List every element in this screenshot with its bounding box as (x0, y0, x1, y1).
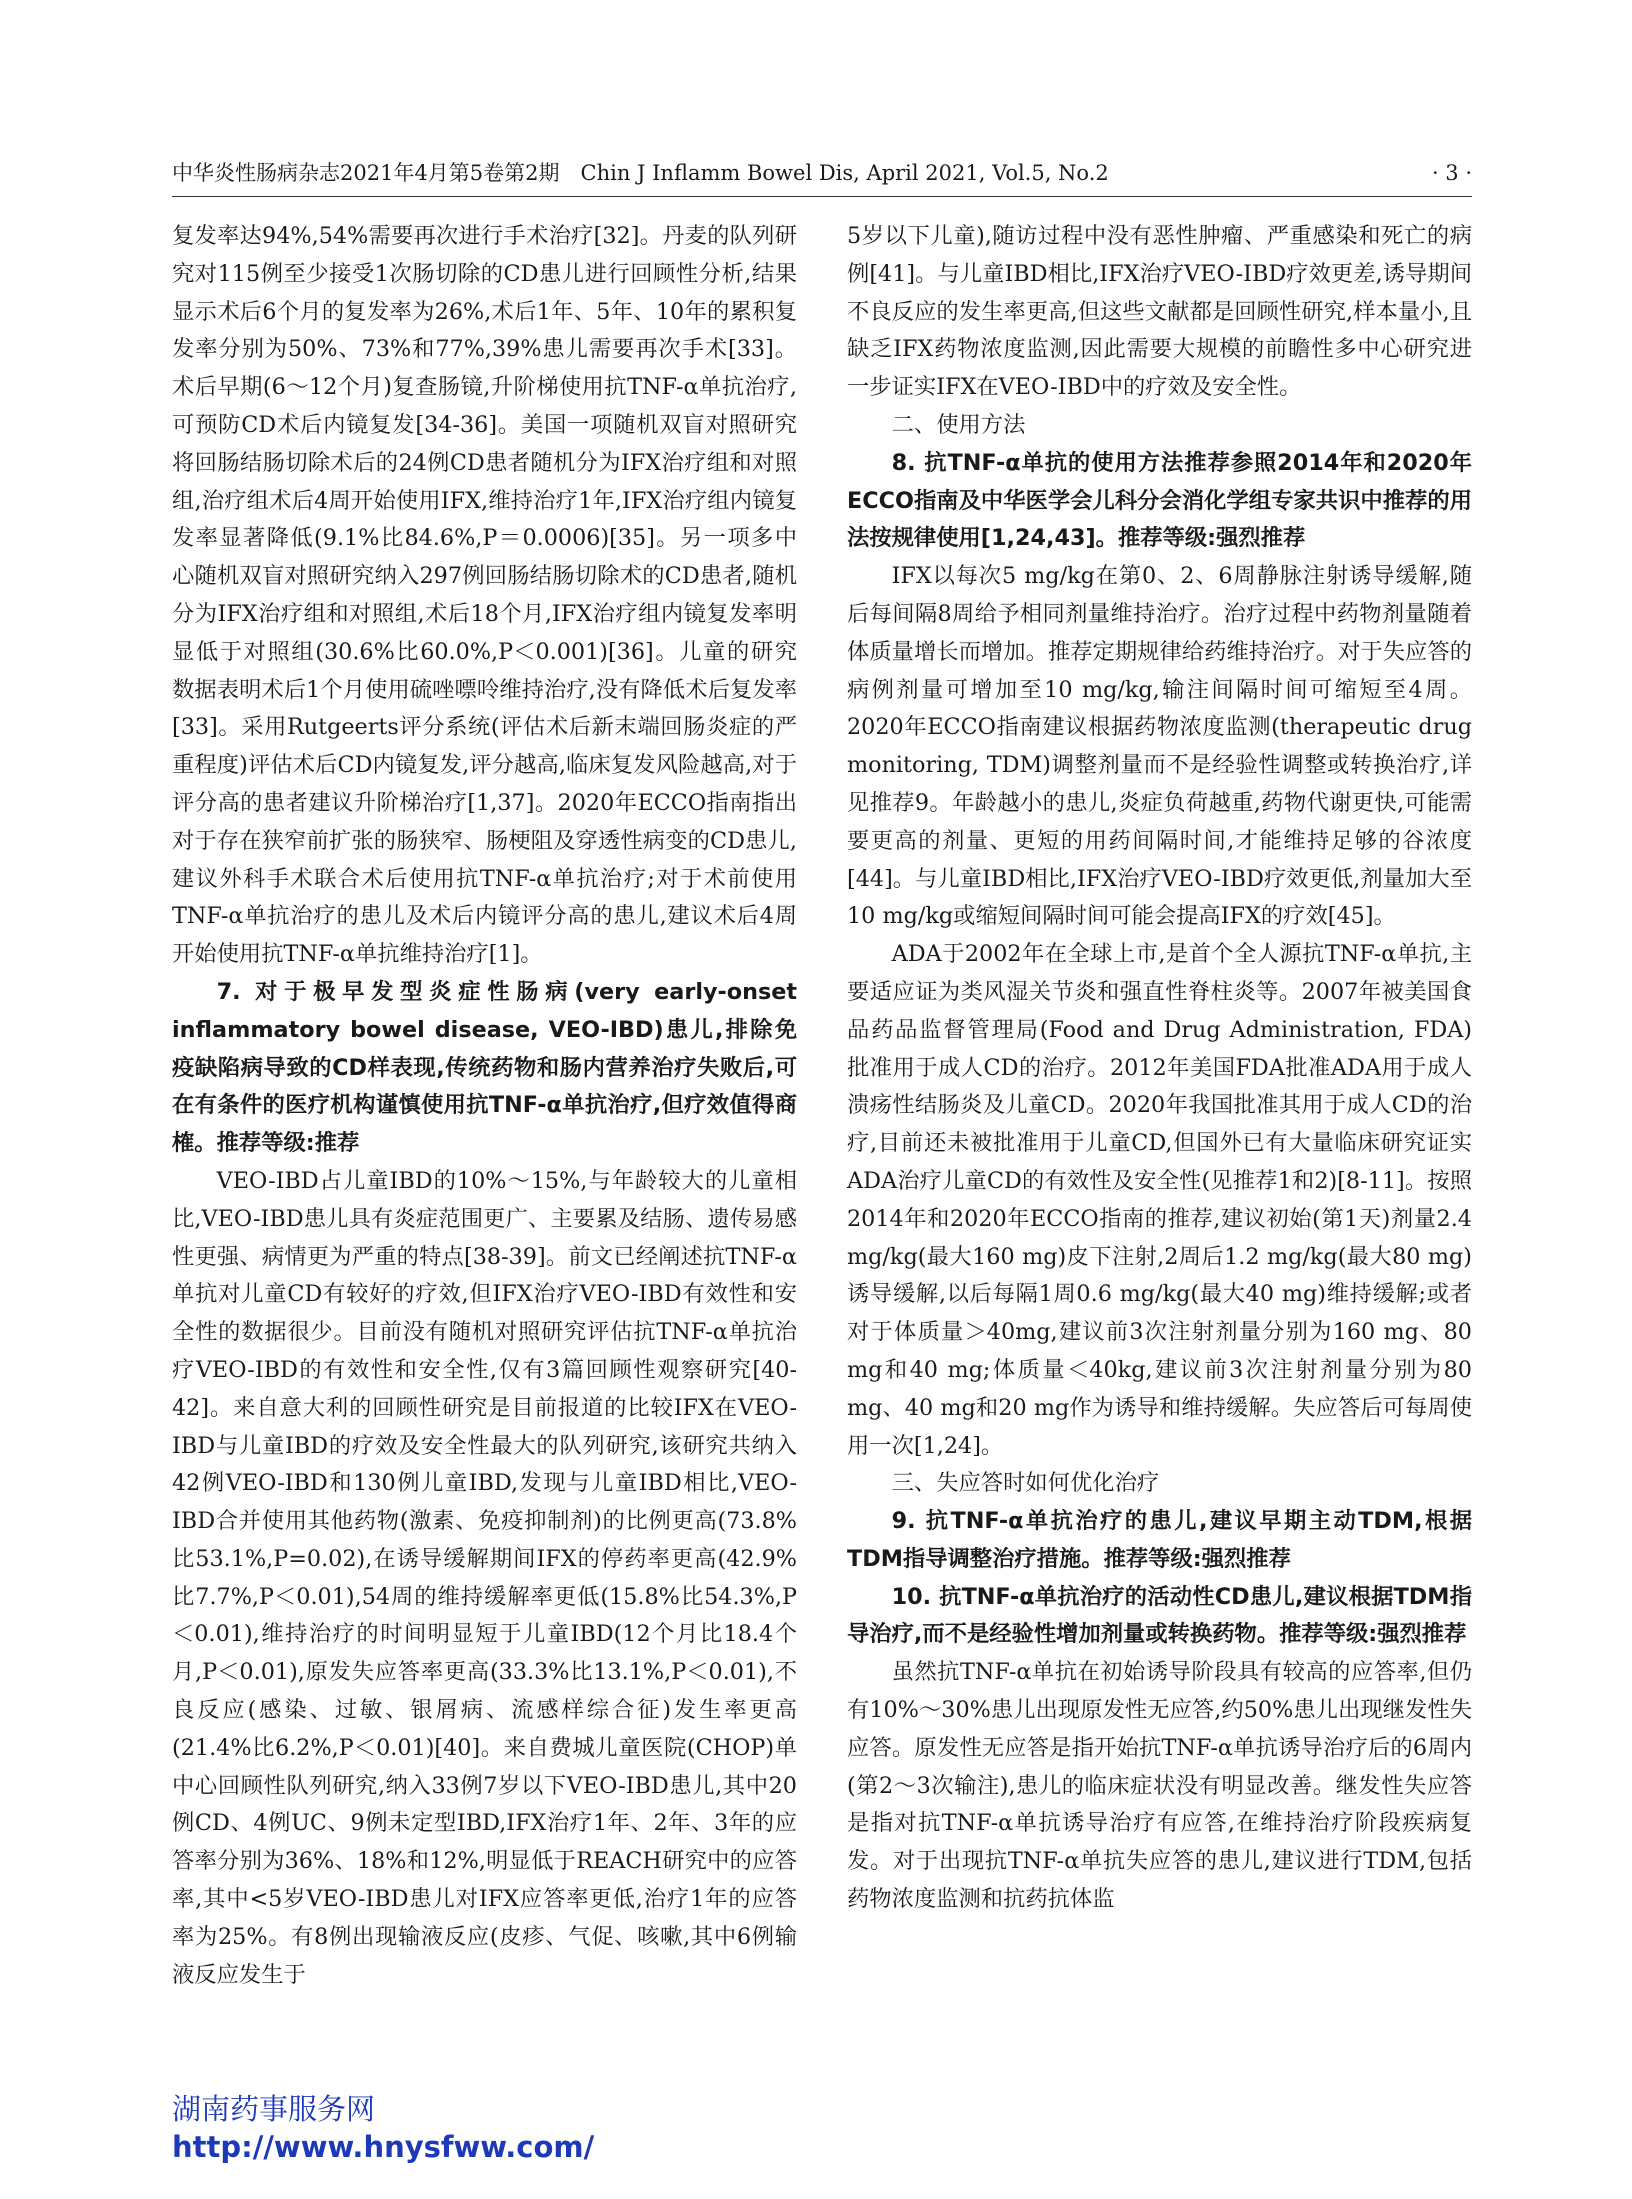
header-rule (172, 196, 1472, 197)
site-name: 湖南药事服务网 (172, 2092, 376, 2126)
body-paragraph: 复发率达94%,54%需要再次进行手术治疗[32]。丹麦的队列研究对115例至少接受1次肠切除的CD患儿进行回顾性分析,结果显示术后6个月的复发率为26%,术后1年、5年、10年的累积复发率分别为50%、73%和77%,39%患儿需要再次手术[33]。术后早期(6～12个月)复查肠镜,升阶梯使用抗TNF-α单抗治疗,可预防CD术后内镜复发[34-36]。美国一项随机双盲对照研究将回肠结肠切除术后的24例CD患者随机分为IFX治疗组和对照组,治疗组术后4周开始使用IFX,维持治疗1年,IFX治疗组内镜复发率显著降低(9.1%比84.6%,P＝0.0006)[35]。另一项多中心随机双盲对照研究纳入297例回肠结肠切除术的CD患者,随机分为IFX治疗组和对照组,术后18个月,IFX治疗组内镜复发率明显低于对照组(30.6%比60.0%,P＜0.001)[36]。儿童的研究数据表明术后1个月使用硫唑嘌呤维持治疗,没有降低术后复发率[33]。采用Rutgeerts评分系统(评估术后新末端回肠炎症的严重程度)评估术后CD内镜复发,评分越高,临床复发风险越高,对于评分高的患者建议升阶梯治疗[1,37]。2020年ECCO指南指出对于存在狭窄前扩张的肠狭窄、肠梗阻及穿透性病变的CD患儿,建议外科手术联合术后使用抗TNF-α单抗治疗;对于术前使用TNF-α单抗治疗的患儿及术后内镜评分高的患儿,建议术后4周开始使用抗TNF-α单抗维持治疗[1]。 (172, 223, 797, 968)
recommendation-8: 8. 抗TNF-α单抗的使用方法推荐参照2014年和2020年ECCO指南及中华医学会儿科分会消化学组专家共识中推荐的用法按规律使用[1,24,43]。推荐等级:强烈推荐 (847, 449, 1472, 552)
site-url-link[interactable]: http://www.hnysfww.com/ (172, 2130, 595, 2164)
watermark-footer (172, 2090, 594, 2166)
recommendation-7: 7. 对于极早发型炎症性肠病(very early-onset inflammatory bowel disease, VEO-IBD)患儿,排除免疫缺陷病导致的CD样表现,传统药物和肠内营养治疗失败后,可在有条件的医疗机构谨慎使用抗TNF-α单抗治疗,但疗效值得商榷。推荐等级:推荐 (172, 978, 797, 1157)
journal-citation: 中华炎性肠病杂志2021年4月第5卷第2期 Chin J Inflamm Bowel Dis, April 2021, Vol.5, No.2 (172, 161, 1109, 185)
body-paragraph: 5岁以下儿童),随访过程中没有恶性肿瘤、严重感染和死亡的病例[41]。与儿童IBD相比,IFX治疗VEO-IBD疗效更差,诱导期间不良反应的发生率更高,但这些文献都是回顾性研究,样本量小,且缺乏IFX药物浓度监测,因此需要大规模的前瞻性多中心研究进一步证实IFX在VEO-IBD中的疗效及安全性。 (847, 223, 1472, 401)
running-header (172, 158, 1472, 188)
section-heading-optimization: 三、失应答时如何优化治疗 (891, 1470, 1160, 1497)
recommendation-10: 10. 抗TNF-α单抗治疗的活动性CD患儿,建议根据TDM指导治疗,而不是经验性增加剂量或转换药物。推荐等级:强烈推荐 (847, 1583, 1472, 1648)
recommendation-9: 9. 抗TNF-α单抗治疗的患儿,建议早期主动TDM,根据TDM指导调整治疗措施。推荐等级:强烈推荐 (847, 1508, 1472, 1572)
page-number: · 3 · (1431, 161, 1472, 185)
body-paragraph: ADA于2002年在全球上市,是首个全人源抗TNF-α单抗,主要适应证为类风湿关节炎和强直性脊柱炎等。2007年被美国食品药品监督管理局(Food and Drug Administration, FDA)批准用于成人CD的治疗。2012年美国FDA批准ADA用于成人溃疡性结肠炎及儿童CD。2020年我国批准其用于成人CD的治疗,目前还未被批准用于儿童CD,但国外已有大量临床研究证实ADA治疗儿童CD的有效性及安全性(见推荐1和2)[8-11]。按照2014年和2020年ECCO指南的推荐,建议初始(第1天)剂量2.4 mg/kg(最大160 mg)皮下注射,2周后1.2 mg/kg(最大80 mg)诱导缓解,以后每隔1周0.6 mg/kg(最大40 mg)维持缓解;或者对于体质量＞40mg,建议前3次注射剂量分别为160 mg、80 mg和40 mg;体质量＜40kg,建议前3次注射剂量分别为80 mg、40 mg和20 mg作为诱导和维持缓解。失应答后可每周使用一次[1,24]。 (847, 941, 1472, 1459)
section-heading-usage: 二、使用方法 (891, 411, 1026, 438)
right-column (847, 218, 1472, 1919)
body-paragraph: VEO-IBD占儿童IBD的10%～15%,与年龄较大的儿童相比,VEO-IBD患儿具有炎症范围更广、主要累及结肠、遗传易感性更强、病情更为严重的特点[38-39]。前文已经阐述抗TNF-α单抗对儿童CD有较好的疗效,但IFX治疗VEO-IBD有效性和安全性的数据很少。目前没有随机对照研究评估抗TNF-α单抗治疗VEO-IBD的有效性和安全性,仅有3篇回顾性观察研究[40-42]。来自意大利的回顾性研究是目前报道的比较IFX在VEO-IBD与儿童IBD的疗效及安全性最大的队列研究,该研究共纳入42例VEO-IBD和130例儿童IBD,发现与儿童IBD相比,VEO-IBD合并使用其他药物(激素、免疫抑制剂)的比例更高(73.8%比53.1%,P=0.02),在诱导缓解期间IFX的停药率更高(42.9%比7.7%,P＜0.01),54周的维持缓解率更低(15.8%比54.3%,P＜0.01),维持治疗的时间明显短于儿童IBD(12个月比18.4个月,P＜0.01),原发失应答率更高(33.3%比13.1%,P＜0.01),不良反应(感染、过敏、银屑病、流感样综合征)发生率更高(21.4%比6.2%,P＜0.01)[40]。来自费城儿童医院(CHOP)单中心回顾性队列研究,纳入33例7岁以下VEO-IBD患儿,其中20例CD、4例UC、9例未定型IBD,IFX治疗1年、2年、3年的应答率分别为36%、18%和12%,明显低于REACH研究中的应答率,其中<5岁VEO-IBD患儿对IFX应答率更低,治疗1年的应答率为25%。有8例出现输液反应(皮疹、气促、咳嗽,其中6例输液反应发生于 (172, 1167, 797, 1988)
left-column (172, 218, 797, 1994)
body-paragraph: IFX以每次5 mg/kg在第0、2、6周静脉注射诱导缓解,随后每间隔8周给予相同剂量维持治疗。治疗过程中药物剂量随着体质量增长而增加。推荐定期规律给药维持治疗。对于失应答的病例剂量可增加至10 mg/kg,输注间隔时间可缩短至4周。2020年ECCO指南建议根据药物浓度监测(therapeutic drug monitoring, TDM)调整剂量而不是经验性调整或转换治疗,详见推荐9。年龄越小的患儿,炎症负荷越重,药物代谢更快,可能需要更高的剂量、更短的用药间隔时间,才能维持足够的谷浓度[44]。与儿童IBD相比,IFX治疗VEO-IBD疗效更低,剂量加大至10 mg/kg或缩短间隔时间可能会提高IFX的疗效[45]。 (847, 563, 1472, 930)
body-paragraph: 虽然抗TNF-α单抗在初始诱导阶段具有较高的应答率,但仍有10%～30%患儿出现原发性无应答,约50%患儿出现继发性失应答。原发性无应答是指开始抗TNF-α单抗诱导治疗后的6周内(第2～3次输注),患儿的临床症状没有明显改善。继发性失应答是指对抗TNF-α单抗诱导治疗有应答,在维持治疗阶段疾病复发。对于出现抗TNF-α单抗失应答的患儿,建议进行TDM,包括药物浓度监测和抗药抗体监 (847, 1659, 1472, 1913)
